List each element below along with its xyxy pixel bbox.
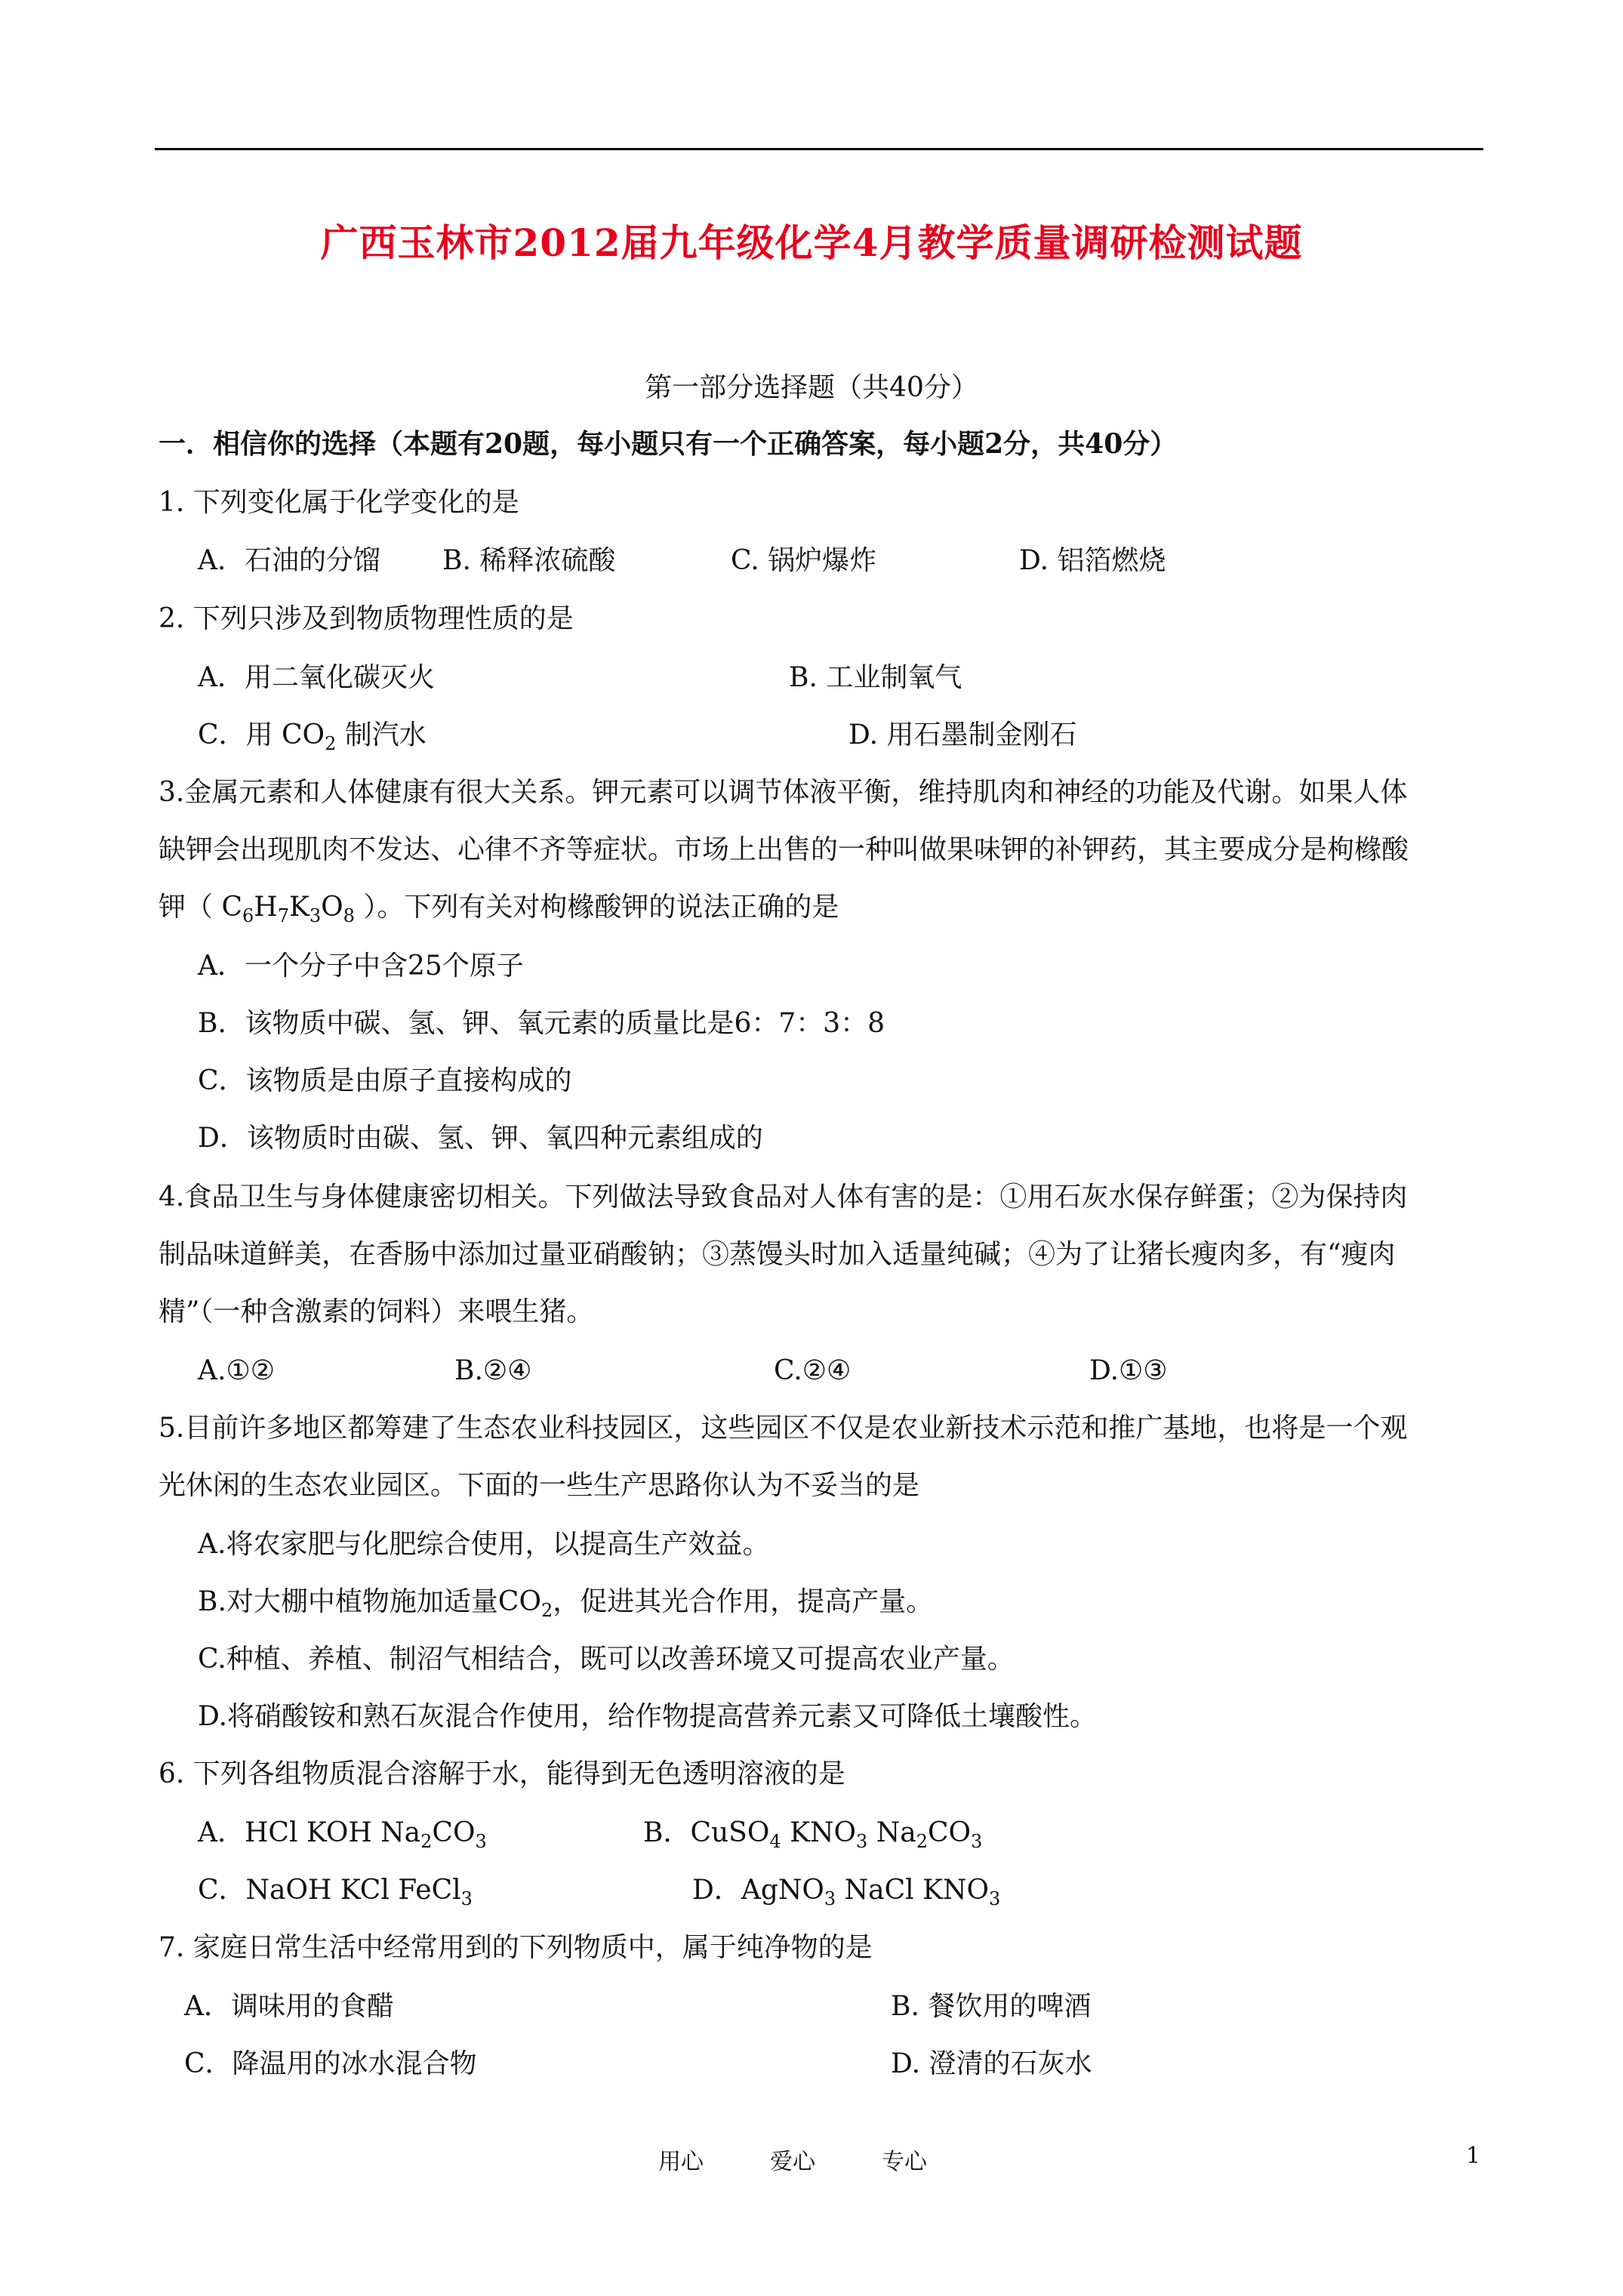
footer-item-3: 专心 bbox=[882, 2149, 927, 2175]
footer-item-2: 爱心 bbox=[770, 2149, 815, 2175]
question-5-option-c: C.种植、养植、制沼气相结合，既可以改善环境又可提高农业产量。 bbox=[198, 1644, 1015, 1675]
question-1-option-a: A．石油的分馏 bbox=[198, 545, 380, 576]
question-7-option-d: D. 澄清的石灰水 bbox=[891, 2048, 1092, 2079]
question-2-option-a: A．用二氧化碳灭火 bbox=[198, 662, 435, 693]
question-1-option-d: D. 铝箔燃烧 bbox=[1019, 545, 1166, 576]
part-heading: 一．相信你的选择（本题有20题，每小题只有一个正确答案，每小题2分，共40分） bbox=[159, 428, 1178, 460]
question-4-option-a: A.①② bbox=[198, 1355, 275, 1386]
question-6-option-d: D．AgNO$_3$ NaCl $KNO_3$ bbox=[692, 1875, 1001, 1909]
question-3-option-b: B．该物质中碳、氢、钾、氧元素的质量比是6：7：3：8 bbox=[198, 1008, 885, 1039]
question-3-stem-line-1: 3.金属元素和人体健康有很大关系。钾元素可以调节体液平衡，维持肌肉和神经的功能及代谢。如果人体 bbox=[159, 777, 1408, 808]
question-3-stem-line-3: 钾（ $C_6H_7K_3O_8$ ）。下列有关对枸橼酸钾的说法正确的是 bbox=[159, 892, 839, 926]
question-1-stem: 1. 下列变化属于化学变化的是 bbox=[159, 487, 519, 518]
question-2-option-d: D. 用石墨制金刚石 bbox=[848, 720, 1077, 750]
question-5-option-b: B.对大棚中植物施加适量$CO_2$，促进其光合作用，提高产量。 bbox=[198, 1586, 934, 1621]
question-2-option-c: C．用 $CO_2$ 制汽水 bbox=[198, 720, 427, 754]
question-2-stem: 2. 下列只涉及到物质物理性质的是 bbox=[159, 603, 574, 634]
question-6-stem: 6. 下列各组物质混合溶解于水，能得到无色透明溶液的是 bbox=[159, 1758, 845, 1789]
question-2-option-b: B. 工业制氧气 bbox=[789, 662, 962, 693]
question-5-option-a: A.将农家肥与化肥综合使用，以提高生产效益。 bbox=[198, 1529, 770, 1560]
question-7-option-a: A．调味用的食醋 bbox=[184, 1991, 394, 2022]
question-7-option-b: B. 餐饮用的啤酒 bbox=[891, 1991, 1092, 2022]
question-6-option-b: B．CuSO$_4$ $KNO_3$ $Na_2CO_3$ bbox=[643, 1817, 983, 1852]
section-title: 第一部分选择题（共40分） bbox=[645, 372, 978, 403]
question-6-option-a: A．HCl KOH $Na_2CO_3$ bbox=[198, 1817, 487, 1852]
question-6-option-c: C．NaOH KCl FeCl$_3$ bbox=[198, 1875, 473, 1909]
question-3-option-c: C．该物质是由原子直接构成的 bbox=[198, 1065, 572, 1096]
question-4-option-c: C.②④ bbox=[774, 1355, 852, 1386]
question-4-stem-line-3: 精”（一种含激素的饲料）来喂生猪。 bbox=[159, 1296, 594, 1327]
question-4-stem-line-1: 4.食品卫生与身体健康密切相关。下列做法导致食品对人体有害的是：①用石灰水保存鲜蛋；②为保持肉 bbox=[159, 1182, 1408, 1213]
question-3-stem-line-2: 缺钾会出现肌肉不发达、心律不齐等症状。市场上出售的一种叫做果味钾的补钾药，其主要成分是枸橼酸 bbox=[159, 834, 1409, 865]
question-5-stem-line-1: 5.目前许多地区都筹建了生态农业科技园区，这些园区不仅是农业新技术示范和推广基地，也将是一个观 bbox=[159, 1413, 1408, 1444]
question-4-option-b: B.②④ bbox=[454, 1355, 532, 1386]
question-7-option-c: C．降温用的冰水混合物 bbox=[184, 2048, 477, 2079]
footer-item-1: 用心 bbox=[658, 2149, 704, 2175]
question-5-stem-line-2: 光休闲的生态农业园区。下面的一些生产思路你认为不妥当的是 bbox=[159, 1470, 920, 1501]
question-3-option-d: D．该物质时由碳、氢、钾、氧四种元素组成的 bbox=[198, 1123, 763, 1154]
question-4-stem-line-2: 制品味道鲜美，在香肠中添加过量亚硝酸钠；③蒸馒头时加入适量纯碱；④为了让猪长瘦肉多，有“瘦肉 bbox=[159, 1239, 1396, 1270]
page-number: 1 bbox=[1466, 2143, 1481, 2169]
header-rule bbox=[155, 148, 1483, 150]
question-1-option-c: C. 锅炉爆炸 bbox=[731, 545, 877, 576]
question-3-option-a: A．一个分子中含25个原子 bbox=[198, 951, 524, 982]
question-1-option-b: B. 稀释浓硫酸 bbox=[442, 545, 616, 576]
question-5-option-d: D.将硝酸铵和熟石灰混合作使用，给作物提高营养元素又可降低土壤酸性。 bbox=[198, 1701, 1098, 1732]
question-4-option-d: D.①③ bbox=[1089, 1355, 1168, 1386]
page-title: 广西玉林市2012届九年级化学4月教学质量调研检测试题 bbox=[320, 220, 1303, 265]
question-7-stem: 7. 家庭日常生活中经常用到的下列物质中，属于纯净物的是 bbox=[159, 1932, 873, 1963]
